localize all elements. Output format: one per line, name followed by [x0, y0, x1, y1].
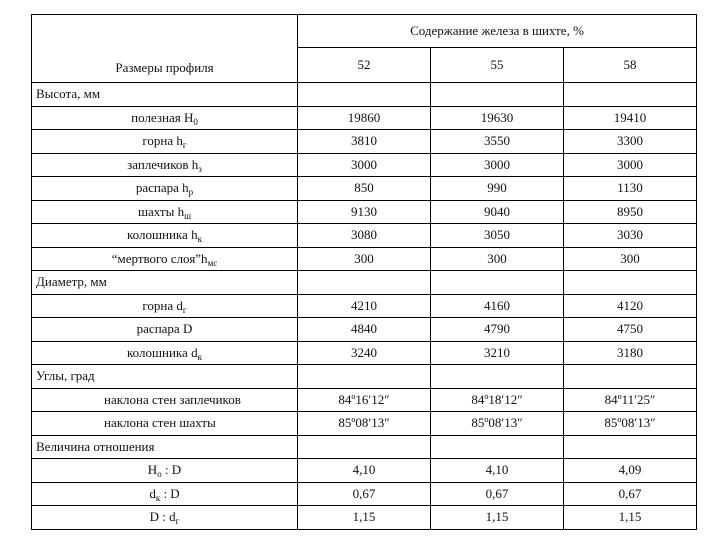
row-label-text: колошника d: [127, 344, 198, 360]
table-row: [32, 153, 697, 177]
row-label-text: H: [147, 462, 158, 478]
row-label: [32, 224, 298, 248]
value-cell: 0,67: [431, 482, 564, 506]
table-row: [32, 318, 697, 342]
row-label-subscript: з: [198, 163, 202, 174]
row-label-suffix: : D: [160, 485, 180, 501]
table-row: [32, 388, 697, 412]
value-cell: 4,10: [431, 459, 564, 483]
row-label: [32, 482, 298, 506]
row-label-subscript: ш: [184, 210, 192, 221]
value-cell: 300: [298, 247, 431, 271]
table-row: [32, 482, 697, 506]
row-label-text: распара D: [136, 321, 193, 337]
row-label-subscript: к: [197, 234, 202, 245]
value-cell: 4840: [298, 318, 431, 342]
section-title: Высота, мм: [32, 83, 298, 107]
value-cell: 3210: [431, 341, 564, 365]
row-label-text: колошника h: [127, 227, 198, 243]
value-cell: 3240: [298, 341, 431, 365]
table-row: [32, 341, 697, 365]
value-cell: 1,15: [564, 506, 697, 530]
row-label: [32, 412, 298, 436]
value-cell: 3000: [298, 153, 431, 177]
value-cell: 3000: [564, 153, 697, 177]
row-label-subscript: р: [188, 187, 194, 198]
value-cell: 1130: [564, 177, 697, 201]
row-label-text: d: [149, 485, 156, 501]
empty-cell: [564, 435, 697, 459]
value-cell: 3550: [431, 130, 564, 154]
value-cell: 4790: [431, 318, 564, 342]
empty-cell: [431, 435, 564, 459]
value-cell: 990: [431, 177, 564, 201]
value-cell: 3000: [431, 153, 564, 177]
row-label-text: заплечиков h: [127, 156, 199, 172]
section-title: Величина отношения: [32, 435, 298, 459]
row-label: [32, 294, 298, 318]
value-cell: 0,67: [298, 482, 431, 506]
value-cell: 19860: [298, 106, 431, 130]
value-cell: 85º08′13″: [564, 412, 697, 436]
empty-cell: [564, 365, 697, 389]
value-cell: 4120: [564, 294, 697, 318]
value-cell: 8950: [564, 200, 697, 224]
table-row: [32, 130, 697, 154]
value-cell: 3180: [564, 341, 697, 365]
table-row: [32, 224, 697, 248]
row-label-subscript: к: [197, 351, 202, 362]
row-label: [32, 388, 298, 412]
iron-content-header-cell: [298, 15, 697, 48]
value-cell: 84º18′12″: [431, 388, 564, 412]
value-cell: 850: [298, 177, 431, 201]
row-label-subscript: 0: [193, 116, 198, 127]
table-row: [32, 200, 697, 224]
value-cell: 84º16′12″: [298, 388, 431, 412]
value-cell: 9130: [298, 200, 431, 224]
value-cell: 3080: [298, 224, 431, 248]
row-label-subscript: г: [175, 516, 180, 527]
value-cell: 9040: [431, 200, 564, 224]
table-row: [32, 247, 697, 271]
col-header-52: 52: [298, 48, 431, 83]
table-row: [32, 412, 697, 436]
value-cell: 85º08′13″: [298, 412, 431, 436]
empty-cell: [431, 365, 564, 389]
value-cell: 19410: [564, 106, 697, 130]
section-row: [32, 271, 697, 295]
value-cell: 3050: [431, 224, 564, 248]
table-row: [32, 506, 697, 530]
iron-content-header: Содержание железа в шихте, %: [410, 23, 584, 38]
value-cell: 4,09: [564, 459, 697, 483]
section-row: [32, 365, 697, 389]
blast-furnace-profile-table: [31, 14, 697, 530]
table-row: [32, 177, 697, 201]
section-row: [32, 83, 697, 107]
empty-cell: [564, 83, 697, 107]
row-label: [32, 341, 298, 365]
row-label: [32, 106, 298, 130]
value-cell: 1,15: [298, 506, 431, 530]
col-header-58: 58: [564, 48, 697, 83]
row-label-text: распара h: [135, 180, 189, 196]
profile-header-cell: [32, 15, 298, 83]
value-cell: 4750: [564, 318, 697, 342]
col-header-55: 55: [431, 48, 564, 83]
row-label-suffix: : D: [161, 462, 182, 478]
row-label-subscript: г: [182, 304, 187, 315]
row-label-text: D : d: [149, 509, 176, 525]
table-row: [32, 459, 697, 483]
row-label-text: наклона стен заплечиков: [104, 391, 241, 407]
empty-cell: [298, 83, 431, 107]
profile-header: Размеры профиля: [115, 60, 214, 75]
section-title: Диаметр, мм: [32, 271, 298, 295]
row-label: [32, 318, 298, 342]
row-label: [32, 130, 298, 154]
empty-cell: [298, 271, 431, 295]
row-label-subscript: к: [155, 492, 161, 503]
value-cell: 1,15: [431, 506, 564, 530]
empty-cell: [298, 435, 431, 459]
row-label-subscript: мс: [207, 257, 218, 268]
row-label-text: шахты h: [137, 203, 185, 219]
table-row: [32, 106, 697, 130]
empty-cell: [564, 271, 697, 295]
value-cell: 4210: [298, 294, 431, 318]
row-label: [32, 200, 298, 224]
value-cell: 84º11′25″: [564, 388, 697, 412]
empty-cell: [298, 365, 431, 389]
value-cell: 3810: [298, 130, 431, 154]
value-cell: 300: [564, 247, 697, 271]
empty-cell: [431, 83, 564, 107]
section-title: Углы, град: [32, 365, 298, 389]
row-label: [32, 153, 298, 177]
value-cell: 85º08′13″: [431, 412, 564, 436]
row-label: [32, 247, 298, 271]
row-label-text: наклона стен шахты: [104, 415, 216, 431]
section-row: [32, 435, 697, 459]
row-label: [32, 506, 298, 530]
row-label-text: полезная H: [131, 109, 194, 125]
row-label-subscript: о: [157, 469, 162, 480]
value-cell: 0,67: [564, 482, 697, 506]
value-cell: 19630: [431, 106, 564, 130]
value-cell: 4,10: [298, 459, 431, 483]
empty-cell: [431, 271, 564, 295]
row-label: [32, 459, 298, 483]
value-cell: 300: [431, 247, 564, 271]
table-row: [32, 294, 697, 318]
row-label-text: горна d: [142, 297, 183, 313]
value-cell: 3030: [564, 224, 697, 248]
value-cell: 3300: [564, 130, 697, 154]
row-label: [32, 177, 298, 201]
row-label-subscript: г: [182, 140, 187, 151]
row-label-text: “мертвого слоя”h: [111, 250, 208, 266]
value-cell: 4160: [431, 294, 564, 318]
row-label-text: горна h: [142, 133, 183, 149]
